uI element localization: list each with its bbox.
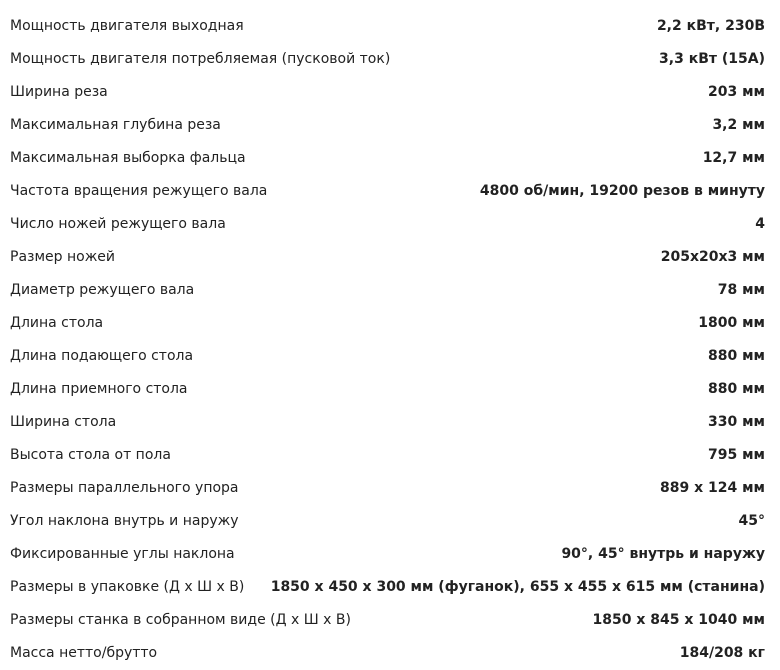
spec-value: 1850 x 450 x 300 мм (фуганок), 655 x 455 x 615 мм (станина) [270,578,765,595]
spec-name: Длина стола [10,314,104,331]
spec-value: 795 мм [708,446,765,463]
spec-name: Длина подающего стола [10,347,194,364]
spec-value: 880 мм [708,347,765,364]
spec-value: 880 мм [708,380,765,397]
spec-row-cutterhead-speed [0,174,780,207]
spec-value: 184/208 кг [679,644,765,661]
spec-value: 1800 мм [698,314,765,331]
spec-row-outfeed-length [0,372,780,405]
spec-row-assembled-size [0,603,780,636]
spec-value: 203 мм [708,83,765,100]
spec-row-tilt-angle [0,504,780,537]
spec-value: 889 x 124 мм [660,479,765,496]
spec-value: 205x20x3 мм [660,248,765,265]
spec-name: Максимальная глубина реза [10,116,221,133]
spec-value: 3,3 кВт (15А) [659,50,765,67]
spec-name: Размер ножей [10,248,116,265]
spec-name: Длина приемного стола [10,380,188,397]
spec-row-input-power [0,42,780,75]
spec-row-cutterhead-diameter [0,273,780,306]
spec-row-infeed-length [0,339,780,372]
spec-name: Максимальная выборка фальца [10,149,246,166]
spec-row-table-width [0,405,780,438]
spec-name: Частота вращения режущего вала [10,182,268,199]
spec-row-weight [0,636,780,669]
spec-value: 1850 x 845 x 1040 мм [592,611,765,628]
spec-value: 90°, 45° внутрь и наружу [561,545,765,562]
spec-name: Размеры станка в собранном виде (Д x Ш x В) [10,611,351,628]
spec-row-output-power [0,9,780,42]
spec-value: 78 мм [717,281,765,298]
spec-value: 12,7 мм [702,149,765,166]
spec-row-table-length [0,306,780,339]
spec-name: Мощность двигателя выходная [10,17,244,34]
spec-name: Ширина реза [10,83,108,100]
spec-name: Диаметр режущего вала [10,281,195,298]
spec-row-cut-width [0,75,780,108]
spec-value: 4800 об/мин, 19200 резов в минуту [479,182,765,199]
spec-name: Размеры параллельного упора [10,479,239,496]
spec-name: Мощность двигателя потребляемая (пусковой ток) [10,50,391,67]
spec-name: Угол наклона внутрь и наружу [10,512,239,529]
spec-name: Число ножей режущего вала [10,215,226,232]
spec-row-fence-size [0,471,780,504]
spec-row-cut-depth [0,108,780,141]
spec-name: Масса нетто/брутто [10,644,158,661]
spec-value: 4 [755,215,765,232]
spec-row-rabbet-depth [0,141,780,174]
spec-row-package-size [0,570,780,603]
spec-row-fixed-angles [0,537,780,570]
spec-value: 330 мм [708,413,765,430]
spec-value: 2,2 кВт, 230В [656,17,765,34]
spec-name: Высота стола от пола [10,446,171,463]
spec-name: Размеры в упаковке (Д x Ш x В) [10,578,245,595]
spec-name: Ширина стола [10,413,117,430]
spec-value: 45° [738,512,765,529]
spec-row-table-height [0,438,780,471]
spec-name: Фиксированные углы наклона [10,545,235,562]
spec-row-knife-count [0,207,780,240]
spec-row-knife-size [0,240,780,273]
spec-value: 3,2 мм [712,116,765,133]
